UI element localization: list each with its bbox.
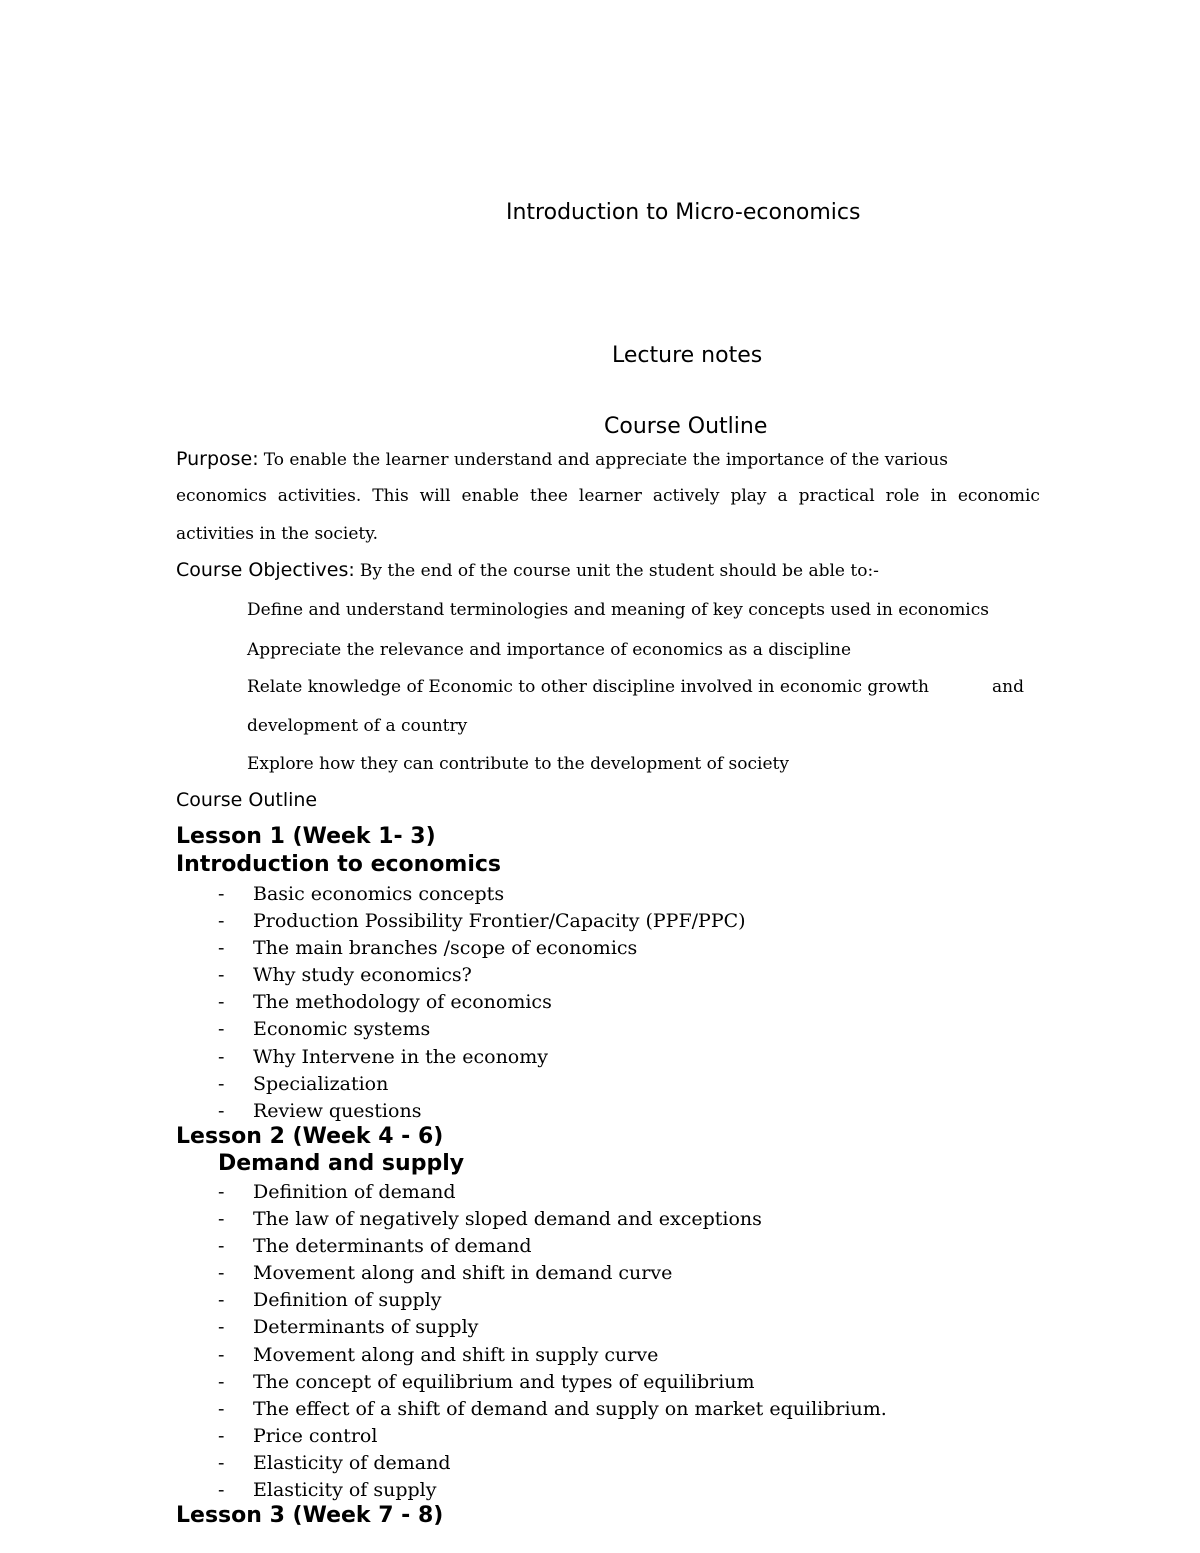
- objective-item: Relate knowledge of Economic to other discipline involved in economic growth: [247, 677, 929, 697]
- objectives-intro-line: [176, 559, 879, 581]
- list-item-text: Elasticity of demand: [253, 1451, 451, 1474]
- lesson-3-title: Lesson 3 (Week 7 - 8): [176, 1503, 444, 1528]
- purpose-line-3: activities in the society.: [176, 524, 379, 544]
- purpose-word: economic: [957, 486, 1040, 506]
- purpose-word: This: [372, 486, 409, 506]
- purpose-label: Purpose:: [176, 448, 259, 470]
- purpose-line-1: [176, 448, 948, 470]
- objective-item: Define and understand terminologies and meaning of key concepts used in economics: [247, 600, 989, 620]
- lecture-notes-subtitle: Lecture notes: [612, 343, 763, 368]
- purpose-line-2: [176, 486, 1040, 506]
- list-item-text: Price control: [253, 1424, 378, 1447]
- purpose-word: a: [777, 486, 788, 506]
- list-item-text: Review questions: [253, 1099, 422, 1122]
- purpose-text-1: To enable the learner understand and appreciate the importance of the various: [263, 450, 948, 470]
- list-item-text: The main branches /scope of economics: [253, 937, 638, 960]
- bullet-dash: -: [218, 1072, 225, 1095]
- purpose-word: actively: [652, 486, 720, 506]
- list-item-text: Specialization: [253, 1072, 389, 1095]
- list-item-text: Why study economics?: [253, 964, 472, 987]
- bullet-dash: -: [218, 1370, 225, 1393]
- objective-and-word: and: [992, 677, 1024, 697]
- bullet-dash: -: [218, 1479, 225, 1502]
- list-item-text: The effect of a shift of demand and supply on market equilibrium.: [253, 1397, 887, 1420]
- bullet-dash: -: [218, 883, 225, 905]
- lesson-2-title: Lesson 2 (Week 4 - 6): [176, 1124, 444, 1149]
- bullet-dash: -: [218, 1045, 225, 1068]
- bullet-dash: -: [218, 910, 225, 933]
- list-item-text: The methodology of economics: [253, 991, 552, 1014]
- lesson-1-subtitle: Introduction to economics: [176, 852, 502, 877]
- bullet-dash: -: [218, 1424, 225, 1447]
- purpose-word: in: [930, 486, 947, 506]
- bullet-dash: -: [218, 1343, 225, 1366]
- list-item-text: Definition of demand: [253, 1181, 456, 1203]
- bullet-dash: -: [218, 1289, 225, 1312]
- list-item-text: Production Possibility Frontier/Capacity (PPF/PPC): [253, 910, 746, 933]
- purpose-word: role: [885, 486, 920, 506]
- bullet-dash: -: [218, 1235, 225, 1258]
- bullet-dash: -: [218, 1018, 225, 1041]
- objectives-intro: By the end of the course unit the student should be able to:-: [359, 561, 879, 581]
- document-title: Introduction to Micro-economics: [506, 200, 861, 225]
- bullet-dash: -: [218, 1099, 225, 1122]
- purpose-word: thee: [530, 486, 568, 506]
- bullet-dash: -: [218, 1397, 225, 1420]
- lesson-2-subtitle: Demand and supply: [218, 1151, 465, 1176]
- objective-item: Explore how they can contribute to the development of society: [247, 754, 789, 774]
- list-item-text: Determinants of supply: [253, 1316, 479, 1339]
- lesson-1-title: Lesson 1 (Week 1- 3): [176, 824, 436, 849]
- list-item-text: The determinants of demand: [253, 1235, 532, 1258]
- bullet-dash: -: [218, 991, 225, 1014]
- list-item-text: Economic systems: [253, 1018, 431, 1041]
- course-outline-label: Course Outline: [176, 789, 318, 811]
- objective-item: Appreciate the relevance and importance of economics as a discipline: [247, 640, 851, 660]
- purpose-word: practical: [798, 486, 875, 506]
- bullet-dash: -: [218, 1316, 225, 1339]
- bullet-dash: -: [218, 1262, 225, 1285]
- bullet-dash: -: [218, 964, 225, 987]
- purpose-word: enable: [461, 486, 520, 506]
- course-outline-heading: Course Outline: [604, 414, 768, 439]
- list-item-text: Movement along and shift in supply curve: [253, 1343, 659, 1366]
- purpose-word: economics: [176, 486, 267, 506]
- purpose-word: play: [730, 486, 767, 506]
- list-item-text: Movement along and shift in demand curve: [253, 1262, 673, 1285]
- list-item-text: The concept of equilibrium and types of equilibrium: [253, 1370, 755, 1393]
- bullet-dash: -: [218, 1181, 225, 1203]
- purpose-word: activities.: [277, 486, 362, 506]
- list-item-text: Definition of supply: [253, 1289, 442, 1312]
- bullet-dash: -: [218, 1208, 225, 1231]
- list-item-text: Why Intervene in the economy: [253, 1045, 549, 1068]
- list-item-text: The law of negatively sloped demand and exceptions: [253, 1208, 762, 1231]
- objectives-label: Course Objectives:: [176, 559, 355, 581]
- list-item-text: Elasticity of supply: [253, 1479, 437, 1502]
- purpose-word: learner: [578, 486, 642, 506]
- list-item-text: Basic economics concepts: [253, 883, 505, 905]
- bullet-dash: -: [218, 1451, 225, 1474]
- objective-item-continued: development of a country: [247, 716, 468, 736]
- bullet-dash: -: [218, 937, 225, 960]
- purpose-word: will: [419, 486, 451, 506]
